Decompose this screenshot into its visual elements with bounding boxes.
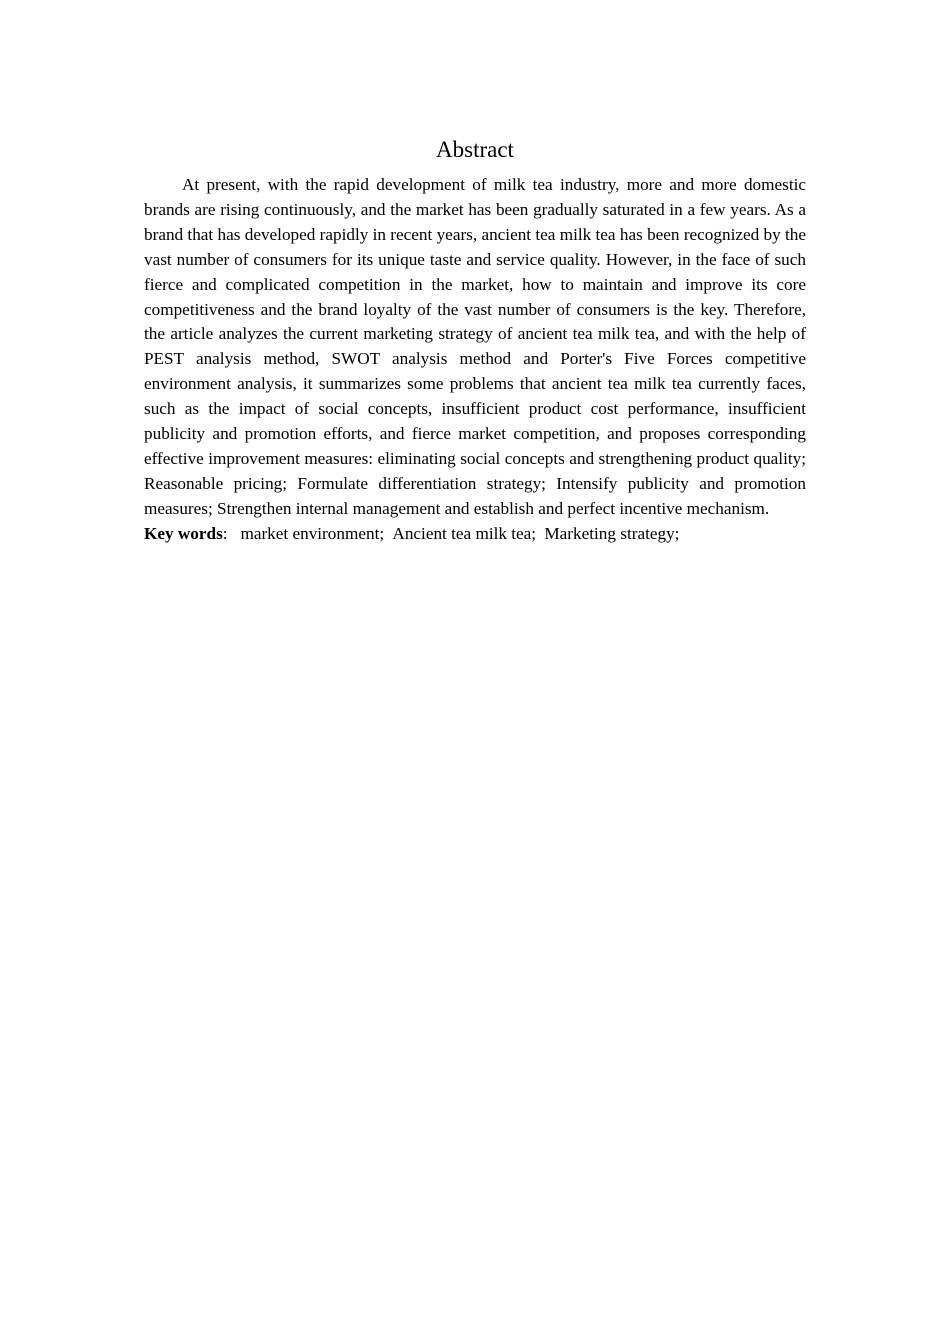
keywords-line	[144, 522, 806, 547]
keyword-item: Ancient tea milk tea;	[392, 523, 537, 543]
keyword-item: market environment;	[240, 523, 385, 543]
keywords-label: Key words	[144, 523, 223, 543]
keywords-separator: :	[222, 523, 228, 543]
abstract-body: At present, with the rapid development of milk tea industry, more and more domestic brands are rising continuously, and the market has been gradually saturated in a few years. As a brand that has developed rapidly in recent years, ancient tea milk tea has been recognized by the vast number of consumers for its unique taste and service quality. However, in the face of such fierce and complicated competition in the market, how to maintain and improve its core competitiveness and the brand loyalty of the vast number of consumers is the key. Therefore, the article analyzes the current marketing strategy of ancient tea milk tea, and with the help of PEST analysis method, SWOT analysis method and Porter's Five Forces competitive environment analysis, it summarizes some problems that ancient tea milk tea currently faces, such as the impact of social concepts, insufficient product cost performance, insufficient publicity and promotion efforts, and fierce market competition, and proposes corresponding effective improvement measures: eliminating social concepts and strengthening product quality; Reasonable pricing; Formulate differentiation strategy; Intensify publicity and promotion measures; Strengthen internal management and establish and perfect incentive mechanism.	[144, 175, 806, 518]
abstract-title: Abstract	[436, 137, 514, 162]
keyword-item: Marketing strategy;	[544, 523, 680, 543]
abstract-page	[144, 136, 806, 547]
